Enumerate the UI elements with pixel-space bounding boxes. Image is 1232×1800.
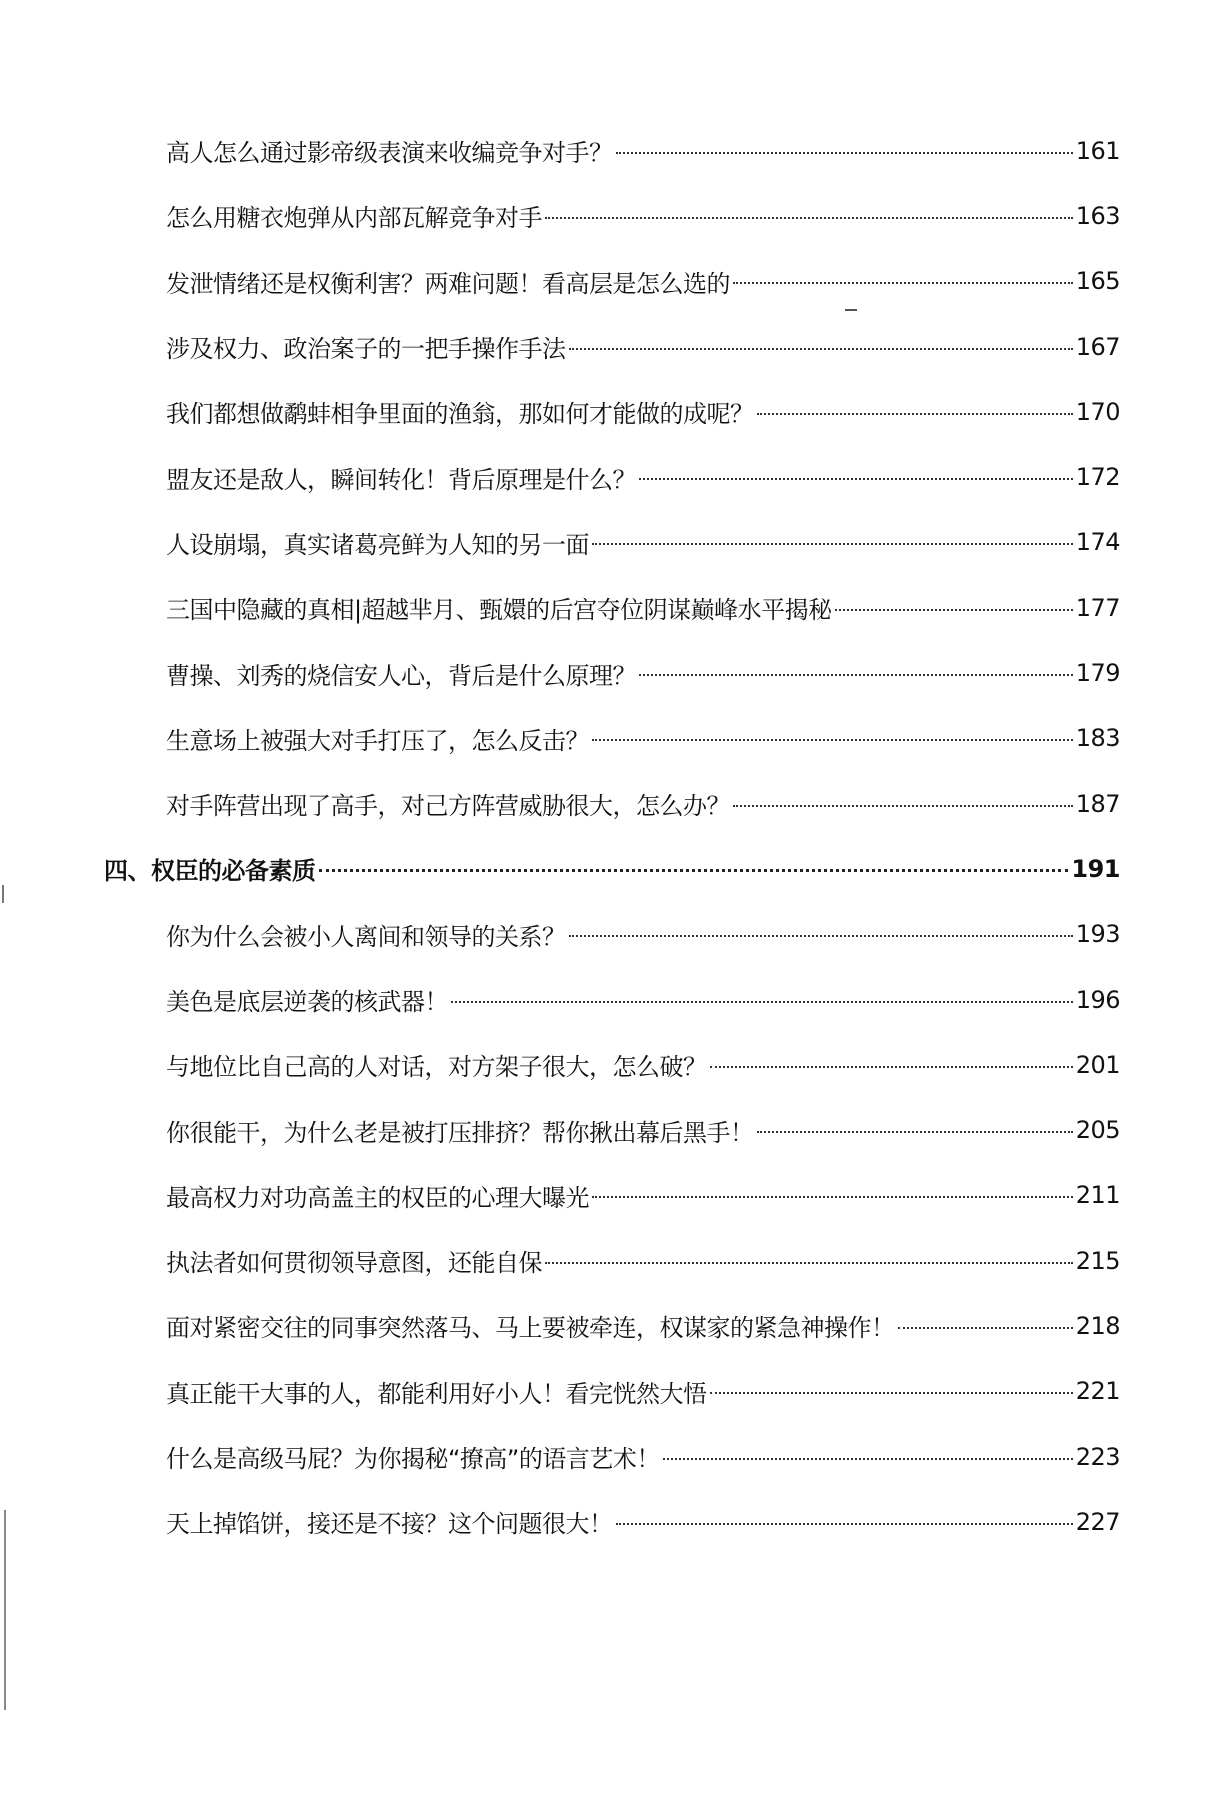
dot-leader bbox=[663, 1458, 1073, 1460]
toc-entry-title: 曹操、刘秀的烧信安人心，背后是什么原理？ bbox=[166, 661, 636, 690]
dot-leader bbox=[451, 1001, 1073, 1003]
toc-entry-row[interactable] bbox=[0, 1228, 1232, 1293]
toc-entry-row[interactable] bbox=[0, 1163, 1232, 1228]
toc-page-number: 174 bbox=[1075, 528, 1120, 557]
dot-leader bbox=[592, 739, 1073, 741]
dot-leader bbox=[616, 1523, 1073, 1525]
dot-leader bbox=[569, 935, 1073, 937]
toc-page-number: 196 bbox=[1075, 985, 1120, 1014]
toc-entry-row[interactable] bbox=[0, 118, 1232, 183]
dot-leader bbox=[545, 1262, 1073, 1264]
toc-page-number: 205 bbox=[1075, 1116, 1120, 1145]
table-of-contents bbox=[0, 118, 1232, 1555]
toc-page-number: 193 bbox=[1075, 920, 1120, 949]
toc-entry-title: 我们都想做鹬蚌相争里面的渔翁，那如何才能做的成呢？ bbox=[166, 400, 754, 429]
toc-entry-row[interactable] bbox=[0, 1293, 1232, 1358]
dot-leader bbox=[319, 869, 1069, 872]
toc-page-number: 161 bbox=[1075, 136, 1120, 165]
dot-leader bbox=[592, 543, 1073, 545]
toc-entry-title: 你很能干，为什么老是被打压排挤？帮你揪出幕后黑手！ bbox=[166, 1118, 754, 1147]
toc-entry-row[interactable] bbox=[0, 444, 1232, 509]
toc-entry-row[interactable] bbox=[0, 640, 1232, 705]
toc-entry-row[interactable] bbox=[0, 1097, 1232, 1162]
toc-entry-title: 涉及权力、政治案子的一把手操作手法 bbox=[166, 335, 566, 364]
toc-page-number: 179 bbox=[1075, 659, 1120, 688]
toc-entry-title: 什么是高级马屁？为你揭秘“撩高”的语言艺术！ bbox=[166, 1445, 660, 1474]
toc-entry-title: 高人怎么通过影帝级表演来收编竞争对手？ bbox=[166, 139, 613, 168]
toc-entry-title: 你为什么会被小人离间和领导的关系？ bbox=[166, 922, 566, 951]
toc-entry-title: 生意场上被强大对手打压了，怎么反击？ bbox=[166, 726, 589, 755]
dot-leader bbox=[639, 674, 1073, 676]
toc-entry-row[interactable] bbox=[0, 1489, 1232, 1554]
toc-page-number: 221 bbox=[1075, 1377, 1120, 1406]
toc-page-number: 218 bbox=[1075, 1311, 1120, 1340]
dot-leader bbox=[898, 1327, 1073, 1329]
dot-leader bbox=[616, 152, 1073, 154]
toc-entry-row[interactable] bbox=[0, 314, 1232, 379]
toc-entry-title: 盟友还是敌人，瞬间转化！背后原理是什么？ bbox=[166, 465, 636, 494]
dot-leader bbox=[545, 217, 1073, 219]
toc-entry-title: 执法者如何贯彻领导意图，还能自保 bbox=[166, 1249, 542, 1278]
toc-page-number: 227 bbox=[1075, 1507, 1120, 1536]
toc-page-number: 172 bbox=[1075, 463, 1120, 492]
toc-entry-row[interactable] bbox=[0, 183, 1232, 248]
toc-entry-title: 怎么用糖衣炮弹从内部瓦解竞争对手 bbox=[166, 204, 542, 233]
toc-entry-row[interactable] bbox=[0, 510, 1232, 575]
toc-page-number: 187 bbox=[1075, 789, 1120, 818]
dot-leader bbox=[710, 1392, 1073, 1394]
toc-page-number: 165 bbox=[1075, 267, 1120, 296]
toc-entry-row[interactable] bbox=[0, 249, 1232, 314]
toc-entry-row[interactable] bbox=[0, 706, 1232, 771]
toc-page-number: 223 bbox=[1075, 1442, 1120, 1471]
toc-entry-row[interactable] bbox=[0, 902, 1232, 967]
scan-edge-line bbox=[4, 1510, 6, 1710]
toc-entry-title: 最高权力对功高盖主的权臣的心理大曝光 bbox=[166, 1183, 589, 1212]
toc-entry-title: 三国中隐藏的真相|超越芈月、甄嬛的后宫夺位阴谋巅峰水平揭秘 bbox=[166, 596, 832, 625]
scan-speck bbox=[845, 309, 857, 311]
toc-page-number: 211 bbox=[1075, 1181, 1120, 1210]
toc-entry-title: 对手阵营出现了高手，对己方阵营威胁很大，怎么办？ bbox=[166, 792, 730, 821]
dot-leader bbox=[639, 478, 1073, 480]
toc-section-title: 四、权臣的必备素质 bbox=[104, 857, 316, 886]
dot-leader bbox=[757, 1131, 1073, 1133]
dot-leader bbox=[835, 609, 1073, 611]
toc-entry-title: 美色是底层逆袭的核武器！ bbox=[166, 988, 448, 1016]
toc-page-number: 215 bbox=[1075, 1246, 1120, 1275]
dot-leader bbox=[757, 413, 1073, 415]
toc-entry-row[interactable] bbox=[0, 1032, 1232, 1097]
scan-edge-tick bbox=[2, 885, 4, 903]
toc-entry-row[interactable] bbox=[0, 575, 1232, 640]
toc-entry-row[interactable] bbox=[0, 1424, 1232, 1489]
toc-page-number: 163 bbox=[1075, 201, 1120, 230]
toc-page-number: 177 bbox=[1075, 593, 1120, 622]
toc-page-number: 191 bbox=[1071, 854, 1120, 883]
toc-section-row[interactable] bbox=[0, 836, 1232, 901]
dot-leader bbox=[569, 348, 1073, 350]
toc-page-number: 170 bbox=[1075, 397, 1120, 426]
toc-entry-row[interactable] bbox=[0, 771, 1232, 836]
toc-page-number: 167 bbox=[1075, 332, 1120, 361]
dot-leader bbox=[733, 282, 1073, 284]
dot-leader bbox=[592, 1196, 1073, 1198]
toc-entry-title: 面对紧密交往的同事突然落马、马上要被牵连，权谋家的紧急神操作！ bbox=[166, 1314, 895, 1343]
toc-page-number: 201 bbox=[1075, 1050, 1120, 1079]
toc-entry-title: 发泄情绪还是权衡利害？两难问题！看高层是怎么选的 bbox=[166, 269, 730, 298]
toc-page-number: 183 bbox=[1075, 724, 1120, 753]
toc-entry-row[interactable] bbox=[0, 379, 1232, 444]
toc-entry-row[interactable] bbox=[0, 1359, 1232, 1424]
dot-leader bbox=[733, 805, 1073, 807]
toc-entry-title: 真正能干大事的人，都能利用好小人！看完恍然大悟 bbox=[166, 1379, 707, 1408]
dot-leader bbox=[710, 1066, 1073, 1068]
toc-entry-title: 天上掉馅饼，接还是不接？这个问题很大！ bbox=[166, 1510, 613, 1539]
toc-entry-title: 人设崩塌，真实诸葛亮鲜为人知的另一面 bbox=[166, 530, 589, 559]
toc-entry-title: 与地位比自己高的人对话，对方架子很大，怎么破？ bbox=[166, 1053, 707, 1082]
toc-entry-row[interactable] bbox=[0, 967, 1232, 1032]
